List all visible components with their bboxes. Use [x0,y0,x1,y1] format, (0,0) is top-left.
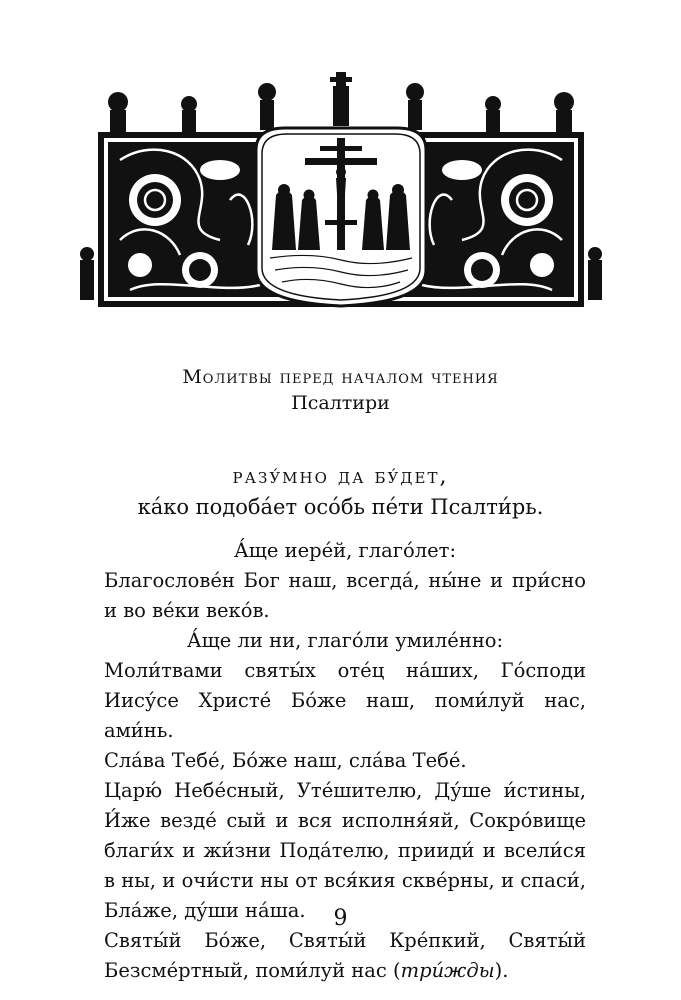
page-number: 9 [333,906,348,931]
rubric-line: А́ще ли ни, глаго́ли умиле́нно: [186,629,504,652]
title-line-1: Молитвы перед началом чтения [182,366,499,388]
rubric-line: А́ще иере́й, глаго́лет: [233,539,457,562]
heading-line-1: разу́мно да бу́дет, [232,464,449,489]
prayer-paragraph: Сла́ва Тебе́, Бо́же наш, сла́ва Тебе́. [104,749,467,772]
prayer-paragraph: Царю́ Небе́сный, Уте́шителю, Ду́ше и́стины, И́же везде́ сый и вся исполня́яй, Сокро́вище благи́х и жи́зни Пода́телю, прииди́ и всели́ся в ны, и очи́сти ны от вся́кия скве́рны, и спаси́, Бла́же, ду́ши на́ша. [104,779,586,922]
title-line-2: Псалтири [291,392,390,414]
heading-line-2: ка́ко подоба́ет осо́бь пе́ти Псалти́рь. [137,495,544,519]
prayer-paragraph: Святы́й Бо́же, Святы́й Кре́пкий, Святы́й Безсме́ртный, поми́луй нас (три́жды). [104,929,586,982]
title-block [0,364,681,416]
ornamental-headpiece [80,70,602,315]
heading-block [0,462,681,522]
prayer-text-span: Святы́й Бо́же, Святы́й Кре́пкий, Святы́й Безсме́ртный, поми́луй нас [104,929,586,982]
prayer-paragraph: Моли́твами святы́х оте́ц на́ших, Го́споди Иису́се Христе́ Бо́же наш, поми́луй нас, ами́нь. [104,659,586,742]
prayer-paragraph: Благослове́н Бог наш, всегда́, ны́не и при́сно и во ве́ки веко́в. [104,569,586,622]
rubric-italic: три́жды [400,959,495,982]
crucifixion-ornament-image [80,70,602,315]
